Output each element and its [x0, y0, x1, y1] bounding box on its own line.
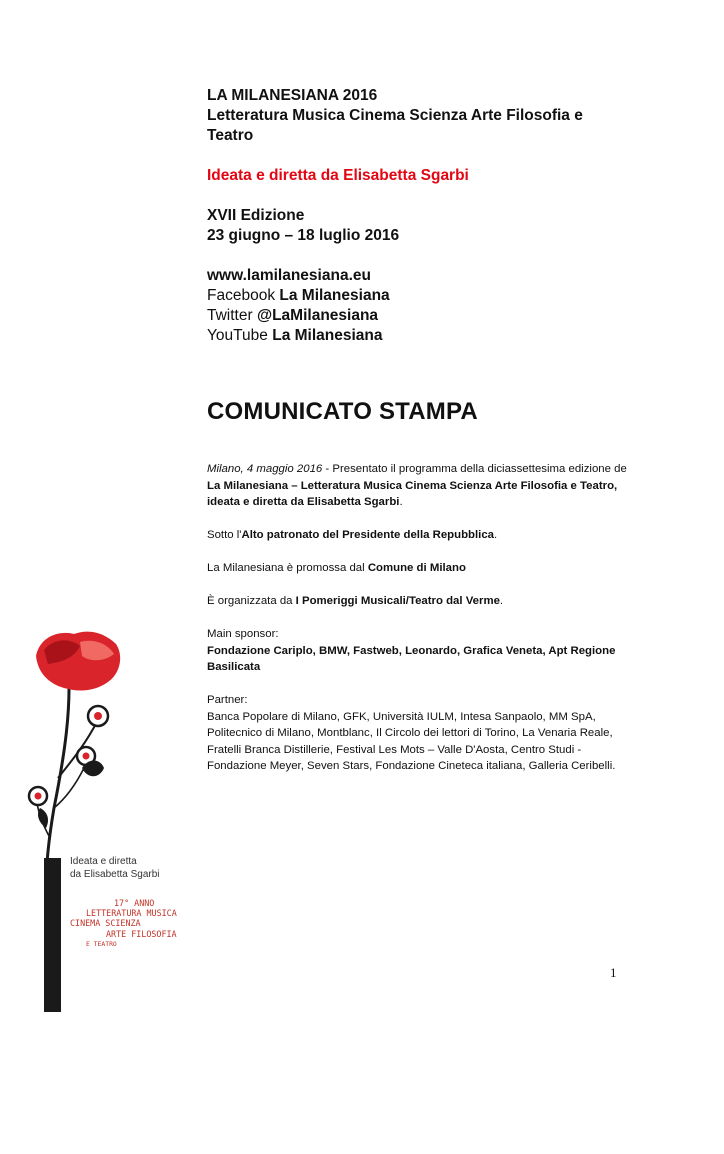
poster-discipline: CINEMA SCIENZA: [70, 918, 141, 929]
organized-prefix: È organizzata da: [207, 595, 296, 607]
place-date: Milano, 4 maggio 2016: [207, 463, 323, 475]
patronage-prefix: Sotto l': [207, 529, 242, 541]
poster-tagline: [70, 856, 160, 881]
poster-tagline-line: da Elisabetta Sgarbi: [70, 868, 160, 880]
partner-list: Banca Popolare di Milano, GFK, Università IULM, Intesa Sanpaolo, MM SpA, Politecnico di Milano, Montblanc, Il Circolo dei lettori di Torino, La Venaria Reale, Fratelli Branca Distillerie, Festival Les Mots – Valle D'Aosta, Centro Studi - Fondazione Meyer, Seven Stars, Fondazione Cineteca italiana, Galleria Ceribelli.: [207, 710, 616, 772]
patronage-end: .: [494, 529, 498, 541]
rose-flower: [36, 632, 120, 691]
intro-text: - Presentato il programma della diciassettesima edizione de: [322, 463, 627, 475]
organized-paragraph: [207, 593, 627, 610]
poster-tagline-line: Ideata e diretta: [70, 856, 137, 867]
intro-paragraph: [207, 461, 627, 511]
organized-bold: I Pomeriggi Musicali/Teatro dal Verme: [295, 595, 500, 607]
social-facebook[interactable]: [207, 286, 627, 306]
event-dates: 23 giugno – 18 luglio 2016: [207, 227, 400, 244]
patronage-paragraph: [207, 527, 627, 544]
page-number: 1: [610, 965, 617, 980]
poster-discipline: E TEATRO: [86, 939, 117, 948]
document-title: COMUNICATO STAMPA: [207, 398, 478, 425]
social-label: Twitter: [207, 307, 253, 324]
organized-end: .: [499, 595, 504, 607]
promoted-paragraph: [207, 560, 627, 577]
poster-vertical-title: LA MILANESIANA 2016: [22, 1005, 36, 1154]
promoted-prefix: La Milanesiana è promossa dal: [207, 562, 368, 574]
website-link[interactable]: www.lamilanesiana.eu: [207, 267, 371, 284]
social-youtube[interactable]: [207, 326, 627, 346]
poster-title-bar: [44, 858, 61, 1012]
intro-bold: La Milanesiana – Letteratura Musica Cinema Scienza Arte Filosofia e Teatro, ideata e diretta da Elisabetta Sgarbi: [207, 479, 618, 508]
curator-line: Ideata e diretta da Elisabetta Sgarbi: [207, 167, 469, 184]
partner-label: Partner:: [207, 694, 248, 706]
poster-disciplines: [70, 898, 177, 949]
patronage-bold: Alto patronato del Presidente della Repubblica: [241, 529, 495, 541]
event-subtitle: Letteratura Musica Cinema Scienza Arte Filosofia e Teatro: [207, 107, 583, 144]
sponsor-label: Main sponsor:: [207, 628, 279, 640]
sponsor-list: Fondazione Cariplo, BMW, Fastweb, Leonardo, Grafica Veneta, Apt Regione Basilicata: [207, 644, 616, 673]
header-block: [207, 86, 627, 346]
event-title: LA MILANESIANA 2016: [207, 87, 378, 104]
intro-end: .: [399, 496, 403, 508]
social-handle: La Milanesiana: [272, 327, 383, 344]
promoted-bold: Comune di Milano: [367, 562, 466, 574]
poster-anno: 17° ANNO: [114, 898, 155, 908]
social-handle: @LaMilanesiana: [256, 307, 379, 324]
poster-discipline: LETTERATURA MUSICA: [86, 908, 177, 919]
social-label: Facebook: [207, 287, 276, 304]
poster-discipline: ARTE FILOSOFIA: [106, 928, 177, 939]
edition: XVII Edizione: [207, 207, 305, 224]
social-handle: La Milanesiana: [279, 287, 390, 304]
social-twitter[interactable]: [207, 306, 627, 326]
press-release-body: [207, 461, 627, 775]
social-label: YouTube: [207, 327, 268, 344]
